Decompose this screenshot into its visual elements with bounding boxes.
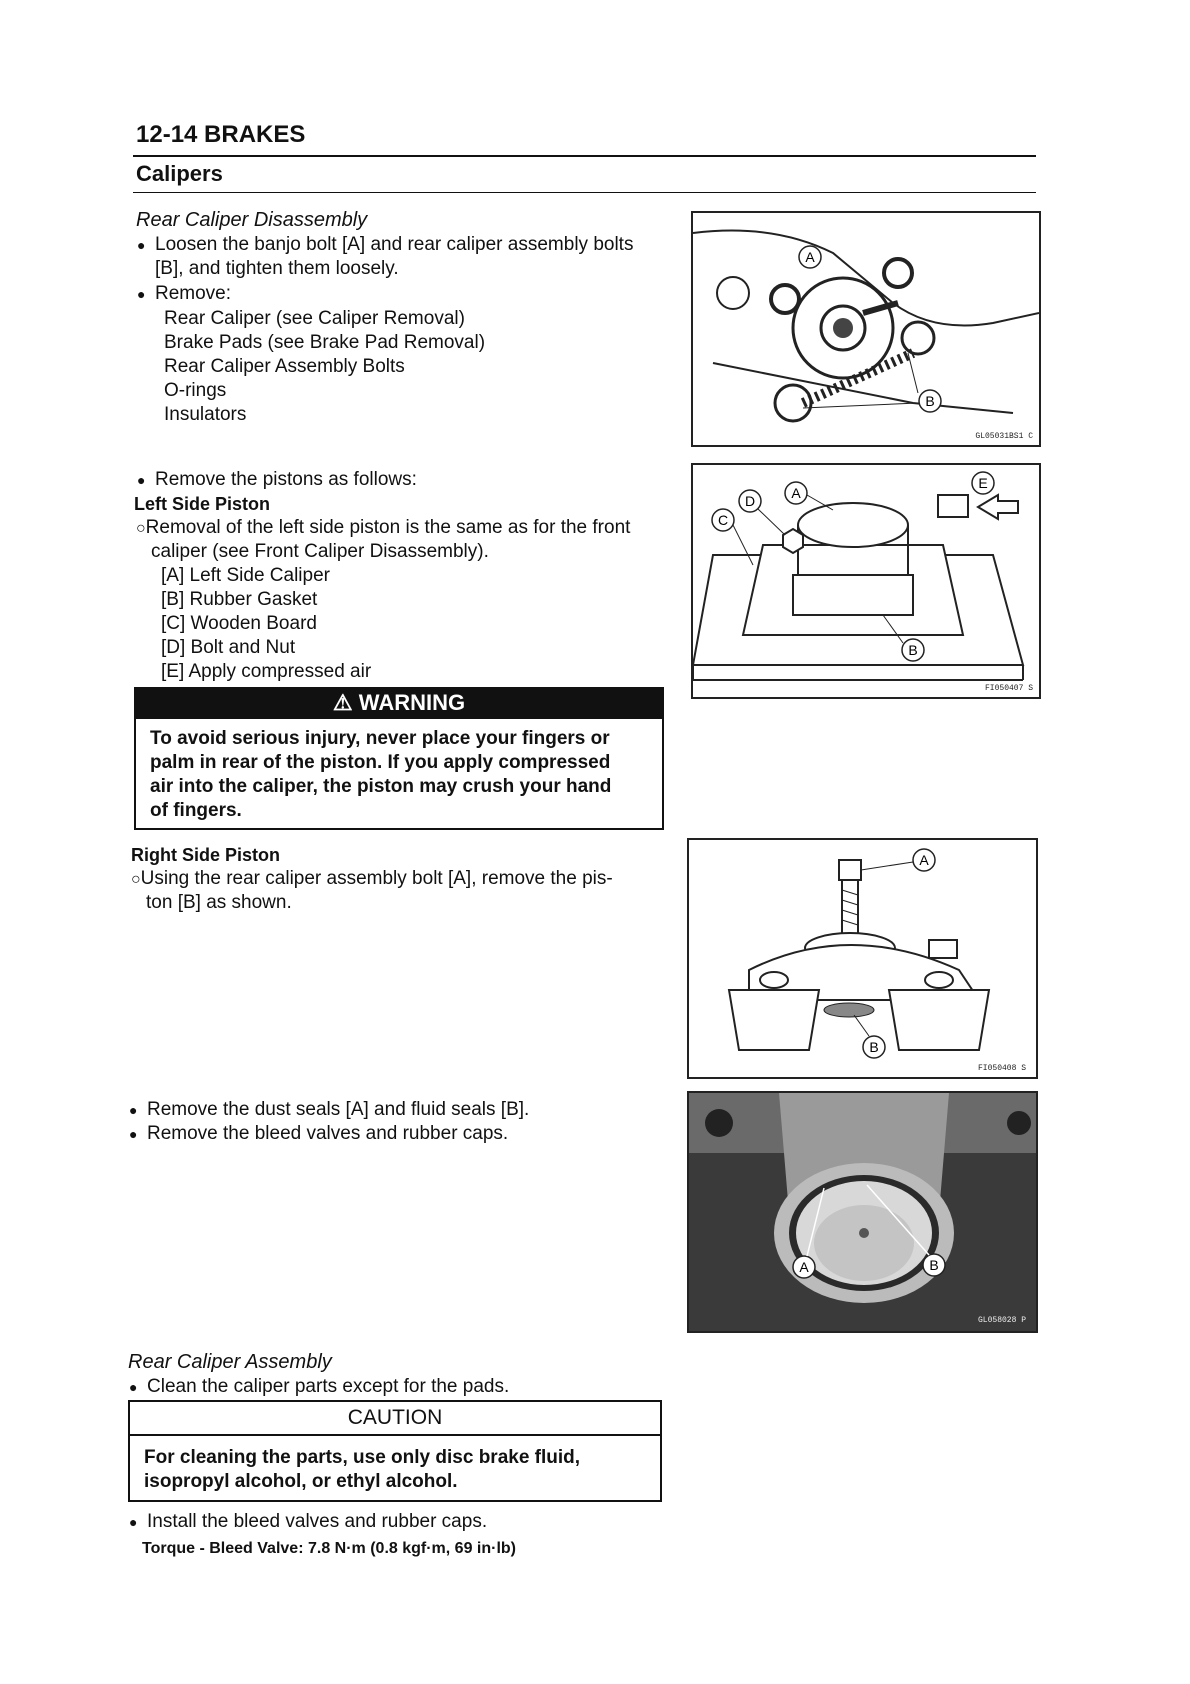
- fig2-label-a: A: [791, 485, 801, 501]
- fig1-code: GL05031BS1 C: [975, 432, 1033, 441]
- caution-line: isopropyl alcohol, or ethyl alcohol.: [144, 1471, 458, 1492]
- step-remove-seals: ● Remove the dust seals [A] and fluid seals [B].: [147, 1098, 529, 1122]
- figure-rear-caliper-bolts: [691, 211, 1041, 447]
- step-install-bleed-valves: ● Install the bleed valves and rubber caps.: [147, 1510, 487, 1534]
- page-title: 12-14 BRAKES: [136, 121, 306, 148]
- figure-right-piston-removal: [687, 838, 1038, 1079]
- remove-item: Insulators: [164, 404, 247, 425]
- legend-item: [A] Left Side Caliper: [161, 565, 330, 586]
- left-piston-line2: caliper (see Front Caliper Disassembly).: [151, 541, 489, 562]
- left-piston-text: Removal of the left side piston is the same as for the front: [145, 517, 631, 538]
- fig3-label-a: A: [919, 852, 929, 868]
- fig3-code: FI050408 S: [977, 1064, 1026, 1073]
- right-piston-line1: [131, 867, 613, 892]
- header-rule: [133, 155, 1036, 157]
- legend-item: [E] Apply compressed air: [161, 661, 372, 682]
- fig2-label-e: E: [978, 475, 988, 491]
- step-loosen-line1: ● Loosen the banjo bolt [A] and rear caliper assembly bolts: [155, 233, 633, 257]
- left-piston-line1: [136, 516, 630, 541]
- right-piston-heading: Right Side Piston: [131, 845, 281, 865]
- assembly-heading: Rear Caliper Assembly: [128, 1351, 332, 1373]
- fig4-label-a: A: [799, 1259, 809, 1275]
- caution-box: [128, 1400, 662, 1502]
- warning-header: [134, 687, 664, 719]
- torque-spec: Torque - Bleed Valve: 7.8 N·m (0.8 kgf·m, 69 in·lb): [142, 1540, 517, 1557]
- figure-left-piston-removal: [691, 463, 1041, 699]
- fig2-code: FI050407 S: [984, 684, 1033, 693]
- remove-item: O-rings: [164, 380, 227, 401]
- remove-item: Brake Pads (see Brake Pad Removal): [164, 332, 486, 353]
- fig4-code: GL058028 P: [977, 1316, 1026, 1325]
- figure-seals-photo: [687, 1091, 1038, 1333]
- step-remove-pistons: ● Remove the pistons as follows:: [155, 468, 417, 492]
- left-piston-heading: Left Side Piston: [134, 494, 271, 514]
- caution-title: CAUTION: [130, 1402, 660, 1436]
- caution-line: For cleaning the parts, use only disc brake fluid,: [144, 1447, 581, 1468]
- caliper-bolts-drawing: [693, 213, 1039, 445]
- legend-item: [B] Rubber Gasket: [161, 589, 318, 610]
- fig2-label-c: C: [717, 512, 729, 528]
- remove-item: Rear Caliper Assembly Bolts: [164, 356, 405, 377]
- legend-item: [C] Wooden Board: [161, 613, 317, 634]
- seals-photo: [689, 1093, 1036, 1331]
- warning-line: air into the caliper, the piston may crush your hand: [150, 776, 612, 797]
- fig2-label-d: D: [744, 493, 756, 509]
- legend-item: [D] Bolt and Nut: [161, 637, 296, 658]
- warning-line: To avoid serious injury, never place your fingers or: [150, 728, 610, 749]
- right-piston-text: Using the rear caliper assembly bolt [A], remove the pis-: [140, 868, 613, 889]
- remove-item: Rear Caliper (see Caliper Removal): [164, 308, 465, 329]
- left-piston-drawing: [693, 465, 1039, 697]
- right-piston-drawing: [689, 840, 1036, 1077]
- warning-title: WARNING: [358, 690, 466, 715]
- step-remove-bleed-valves: ● Remove the bleed valves and rubber caps.: [147, 1122, 508, 1146]
- warning-body: [134, 719, 664, 830]
- warning-triangle-icon: ⚠: [332, 690, 353, 715]
- fig3-label-b: B: [869, 1039, 879, 1055]
- section-title: Calipers: [136, 161, 223, 186]
- warning-line: palm in rear of the piston. If you apply compressed: [150, 752, 611, 773]
- right-piston-line2: ton [B] as shown.: [146, 892, 292, 913]
- circle-marker-icon: ○: [131, 871, 141, 888]
- fig1-label-b: B: [925, 393, 935, 409]
- warning-line: of fingers.: [150, 800, 242, 821]
- step-loosen-line2: [B], and tighten them loosely.: [155, 258, 399, 279]
- fig2-label-b: B: [908, 642, 918, 658]
- section-rule: [133, 192, 1036, 193]
- step-remove: ● Remove:: [155, 282, 231, 306]
- circle-marker-icon: ○: [136, 520, 146, 537]
- step-clean: ● Clean the caliper parts except for the pads.: [147, 1375, 509, 1399]
- fig1-label-a: A: [805, 249, 815, 265]
- fig4-label-b: B: [929, 1257, 939, 1273]
- disassembly-heading: Rear Caliper Disassembly: [136, 209, 368, 231]
